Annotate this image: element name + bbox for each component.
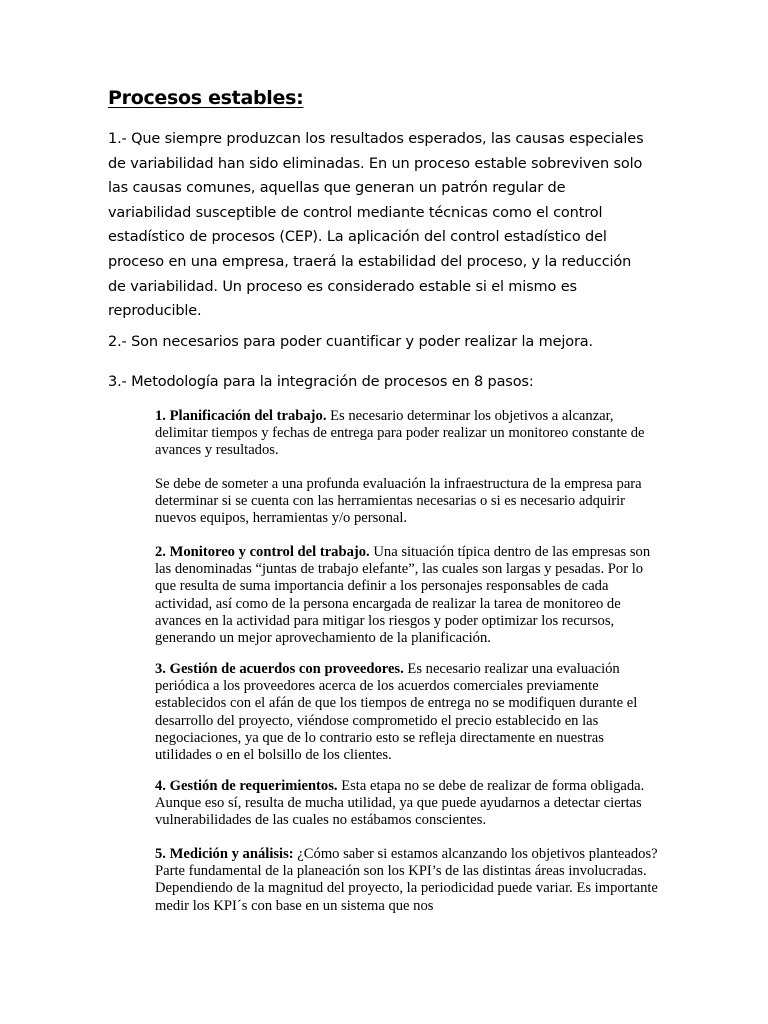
step-4-text: Esta etapa no se debe de realizar de forma obligada. Aunque eso sí, resulta de mucha utilidad, ya que puede ayudarnos a detectar ciertas vulnerabilidades de las cuales no estábamos conscientes. bbox=[155, 778, 645, 829]
step-2-heading: 2. Monitoreo y control del trabajo. bbox=[155, 544, 370, 560]
page-title: Procesos estables: bbox=[108, 87, 304, 109]
step-2-paragraph bbox=[155, 544, 660, 647]
step-1-continuation bbox=[155, 476, 660, 528]
step-5-text: ¿Cómo saber si estamos alcanzando los objetivos planteados? Parte fundamental de la planeación son los KPI’s de las distintas áreas involucradas. Dependiendo de la magnitud del proyecto, la periodicidad puede variar. Es importante medir los KPI´s con base en un sistema que nos bbox=[155, 846, 658, 914]
step-3-paragraph bbox=[155, 661, 660, 764]
step-3-text: Es necesario realizar una evaluación periódica a los proveedores acerca de los acuerdos comerciales previamente establecidos con el afán de que los tiempos de entrega no se modifiquen durante el desarrollo del proyecto, viéndose comprometido el precio establecido en las negociaciones, ya que de lo contrario esto se refleja directamente en nuestras utilidades o en el bolsillo de los clientes. bbox=[155, 661, 638, 764]
step-1-continuation-text: Se debe de someter a una profunda evaluación la infraestructura de la empresa para determinar si se cuenta con las herramientas necesarias o si es necesario adquirir nuevos equipos, herramientas y/o personal. bbox=[155, 476, 642, 527]
step-1-heading: 1. Planificación del trabajo. bbox=[155, 408, 327, 424]
paragraph-3: 3.- Metodología para la integración de procesos en 8 pasos: bbox=[108, 374, 534, 390]
step-4-heading: 4. Gestión de requerimientos. bbox=[155, 778, 338, 794]
paragraph-1: 1.- Que siempre produzcan los resultados esperados, las causas especiales de variabilidad han sido eliminadas. En un proceso estable sobreviven solo las causas comunes, aquellas que generan un patrón regular de variabilidad susceptible de control mediante técnicas como el control estadístico de procesos (CEP). La aplicación del control estadístico del proceso en una empresa, traerá la estabilidad del proceso, y la reducción de variabilidad. Un proceso es considerado estable si el mismo es reproducible. bbox=[108, 131, 644, 320]
step-2-text: Una situación típica dentro de las empresas son las denominadas “juntas de trabajo elefante”, las cuales son largas y pesadas. Por lo que resulta de suma importancia definir a los personajes responsables de cada actividad, así como de la persona encargada de realizar la tarea de monitoreo de avances en la actividad para mitigar los riesgos y poder optimizar los recursos, generando un mejor aprovechamiento de la planificación. bbox=[155, 544, 651, 647]
step-5-paragraph bbox=[155, 846, 660, 915]
paragraph-2: 2.- Son necesarios para poder cuantificar y poder realizar la mejora. bbox=[108, 334, 593, 350]
step-1-paragraph bbox=[155, 408, 660, 460]
step-4-paragraph bbox=[155, 778, 660, 830]
step-3-heading: 3. Gestión de acuerdos con proveedores. bbox=[155, 661, 404, 677]
step-5-heading: 5. Medición y análisis: bbox=[155, 846, 294, 862]
step-1-text: Es necesario determinar los objetivos a alcanzar, delimitar tiempos y fechas de entrega para poder realizar un monitoreo constante de avances y resultados. bbox=[155, 408, 645, 459]
